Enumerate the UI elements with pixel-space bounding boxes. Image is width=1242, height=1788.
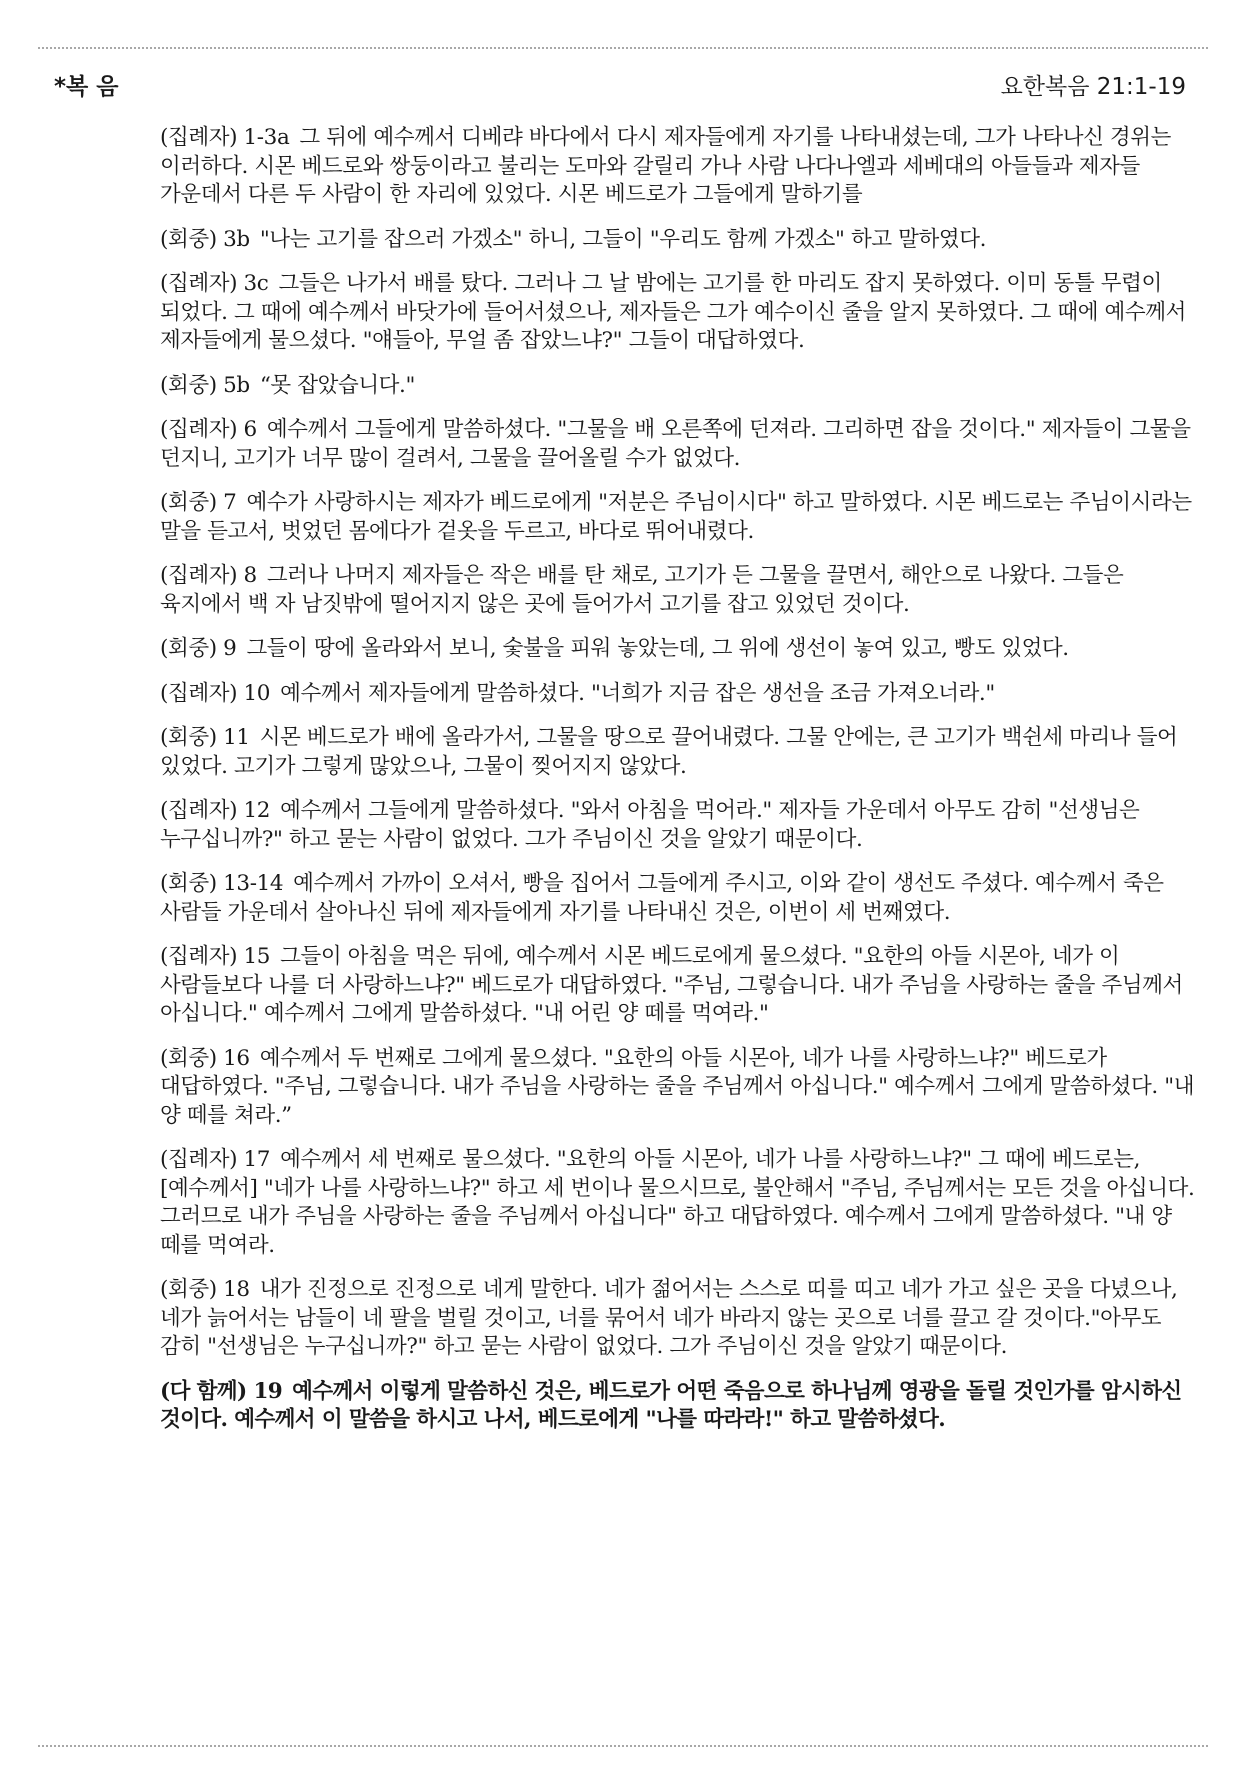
speaker-label: (회중)	[160, 372, 217, 398]
passage-2	[160, 226, 1195, 255]
passage-17-unison	[160, 1378, 1195, 1435]
passage-7	[160, 562, 1195, 619]
passage-text: 시몬 베드로가 배에 올라가서, 그물을 땅으로 끌어내렸다. 그물 안에는, 큰 고기가 백쉰세 마리나 들어 있었다. 고기가 그렇게 많았으나, 그물이 찢어지지 않았다.	[160, 725, 1178, 779]
verse-number: 12	[243, 798, 271, 823]
verse-number: 17	[243, 1147, 271, 1172]
section-label: *복 음	[54, 74, 119, 100]
verse-number: 9	[223, 636, 237, 661]
speaker-label: (집례자)	[160, 944, 238, 969]
passage-11	[160, 797, 1195, 854]
top-dotted-divider	[38, 47, 1208, 49]
speaker-label: (다 함께)	[160, 1378, 247, 1404]
passage-13	[160, 943, 1195, 1029]
passage-text: 예수께서 이렇게 말씀하신 것은, 베드로가 어떤 죽음으로 하나님께 영광을 돌릴 것인가를 암시하신 것이다. 예수께서 이 말씀을 하시고 나서, 베드로에게 "나를 따라라!" 하고 말씀하셨다.	[160, 1378, 1182, 1432]
speaker-label: (회중)	[160, 725, 217, 750]
passage-text: 내가 진정으로 진정으로 네게 말한다. 네가 젊어서는 스스로 띠를 띠고 네가 가고 싶은 곳을 다녔으나, 네가 늙어서는 남들이 네 팔을 벌릴 것이고, 너를 묶어서 네가 바라지 않는 곳으로 너를 끌고 갈 것이다."아무도 감히 "선생님은 누구십니까?" 하고 묻는 사람이 없었다. 그가 주님이신 것을 알았기 때문이다.	[160, 1277, 1178, 1359]
verse-number: 18	[223, 1277, 250, 1302]
verse-number: 8	[243, 563, 257, 588]
verse-number: 1-3a	[243, 125, 290, 150]
passage-4	[160, 372, 1195, 401]
passage-text: 그들은 나가서 배를 탔다. 그러나 그 날 밤에는 고기를 한 마리도 잡지 못하였다. 이미 동틀 무렵이 되었다. 그 때에 예수께서 바닷가에 들어서셨으나, 제자들은 그가 예수이신 줄을 알지 못하였다. 그 때에 예수께서 제자들에게 물으셨다. "얘들아, 무얼 좀 잡았느냐?" 그들이 대답하였다.	[160, 271, 1186, 353]
passage-text: 예수께서 가까이 오셔서, 빵을 집어서 그들에게 주시고, 이와 같이 생선도 주셨다. 예수께서 죽은 사람들 가운데서 살아나신 뒤에 제자들에게 자기를 나타내신 것은, 이번이 세 번째였다.	[160, 871, 1164, 925]
passage-1	[160, 124, 1195, 210]
passage-3	[160, 270, 1195, 356]
speaker-label: (집례자)	[160, 798, 238, 823]
passage-text: 그 뒤에 예수께서 디베랴 바다에서 다시 제자들에게 자기를 나타내셨는데, 그가 나타나신 경위는 이러하다. 시몬 베드로와 쌍둥이라고 불리는 도마와 갈릴리 가나 사람 나다나엘과 세베대의 아들들과 제자들 가운데서 다른 두 사람이 한 자리에 있었다. 시몬 베드로가 그들에게 말하기를	[160, 125, 1171, 207]
passage-text: “못 잡았습니다."	[259, 372, 415, 398]
passage-text: "나는 고기를 잡으러 가겠소" 하니, 그들이 "우리도 함께 가겠소" 하고 말하였다.	[259, 226, 987, 252]
passage-15	[160, 1146, 1195, 1260]
verse-number: 13-14	[223, 871, 284, 896]
responsive-reading-body	[160, 124, 1195, 1451]
passage-8	[160, 635, 1195, 664]
passage-12	[160, 870, 1195, 927]
bottom-dotted-divider	[38, 1745, 1208, 1747]
scripture-reference: 요한복음 21:1-19	[1000, 74, 1186, 100]
passage-16	[160, 1276, 1195, 1362]
speaker-label: (집례자)	[160, 271, 238, 296]
verse-number: 16	[223, 1045, 250, 1071]
verse-number: 6	[243, 417, 257, 442]
speaker-label: (회중)	[160, 1045, 217, 1071]
passage-text: 예수께서 세 번째로 물으셨다. "요한의 아들 시몬아, 네가 나를 사랑하느냐?" 그 때에 베드로는, [예수께서] "네가 나를 사랑하느냐?" 하고 세 번이나 물으시므로, 불안해서 "주님, 주님께서는 모든 것을 아십니다. 그러므로 내가 주님을 사랑하는 줄을 주님께서 아십니다" 하고 대답하였다. 예수께서 그에게 말씀하셨다. "내 양 떼를 먹여라.	[160, 1147, 1195, 1258]
passage-text: 그들이 땅에 올라와서 보니, 숯불을 피워 놓았는데, 그 위에 생선이 놓여 있고, 빵도 있었다.	[246, 636, 1069, 661]
passage-text: 예수께서 그들에게 말씀하셨다. "그물을 배 오른쪽에 던져라. 그리하면 잡을 것이다." 제자들이 그물을 던지니, 고기가 너무 많이 걸려서, 그물을 끌어올릴 수가 없었다.	[160, 417, 1191, 471]
speaker-label: (집례자)	[160, 680, 238, 706]
speaker-label: (회중)	[160, 871, 217, 896]
speaker-label: (회중)	[160, 636, 217, 661]
verse-number: 11	[223, 725, 250, 750]
passage-text: 예수께서 그들에게 말씀하셨다. "와서 아침을 먹어라." 제자들 가운데서 아무도 감히 "선생님은 누구십니까?" 하고 묻는 사람이 없었다. 그가 주님이신 것을 알았기 때문이다.	[160, 798, 1140, 852]
speaker-label: (집례자)	[160, 563, 238, 588]
speaker-label: (회중)	[160, 490, 217, 515]
passage-text: 그들이 아침을 먹은 뒤에, 예수께서 시몬 베드로에게 물으셨다. "요한의 아들 시몬아, 네가 이 사람들보다 나를 더 사랑하느냐?" 베드로가 대답하였다. "주님, 그렇습니다. 내가 주님을 사랑하는 줄을 주님께서 아십니다." 예수께서 그에게 말씀하셨다. "내 어린 양 떼를 먹여라."	[160, 944, 1183, 1026]
passage-text: 예수가 사랑하시는 제자가 베드로에게 "저분은 주님이시다" 하고 말하였다. 시몬 베드로는 주님이시라는 말을 듣고서, 벗었던 몸에다가 겉옷을 두르고, 바다로 뛰어내렸다.	[160, 490, 1192, 544]
speaker-label: (회중)	[160, 1277, 217, 1302]
verse-number: 3c	[243, 271, 269, 296]
verse-number: 19	[253, 1378, 283, 1404]
passage-text: 예수께서 제자들에게 말씀하셨다. "너희가 지금 잡은 생선을 조금 가져오너라."	[280, 680, 995, 706]
passage-text: 예수께서 두 번째로 그에게 물으셨다. "요한의 아들 시몬아, 네가 나를 사랑하느냐?" 베드로가 대답하였다. "주님, 그렇습니다. 내가 주님을 사랑하는 줄을 주님께서 아십니다." 예수께서 그에게 말씀하셨다. "내 양 떼를 쳐라.”	[160, 1045, 1195, 1128]
speaker-label: (집례자)	[160, 1147, 238, 1172]
passage-6	[160, 489, 1195, 546]
verse-number: 10	[243, 680, 271, 706]
page-header	[54, 68, 1186, 102]
verse-number: 3b	[223, 226, 250, 252]
passage-14	[160, 1045, 1195, 1131]
passage-text: 그러나 나머지 제자들은 작은 배를 탄 채로, 고기가 든 그물을 끌면서, 해안으로 나왔다. 그들은 육지에서 백 자 남짓밖에 떨어지지 않은 곳에 들어가서 고기를 잡고 있었던 것이다.	[160, 563, 1124, 617]
verse-number: 7	[223, 490, 237, 515]
passage-9	[160, 680, 1195, 709]
speaker-label: (회중)	[160, 226, 217, 252]
passage-10	[160, 724, 1195, 781]
verse-number: 15	[243, 944, 271, 969]
speaker-label: (집례자)	[160, 125, 238, 150]
speaker-label: (집례자)	[160, 417, 238, 442]
passage-5	[160, 416, 1195, 473]
verse-number: 5b	[223, 372, 250, 398]
